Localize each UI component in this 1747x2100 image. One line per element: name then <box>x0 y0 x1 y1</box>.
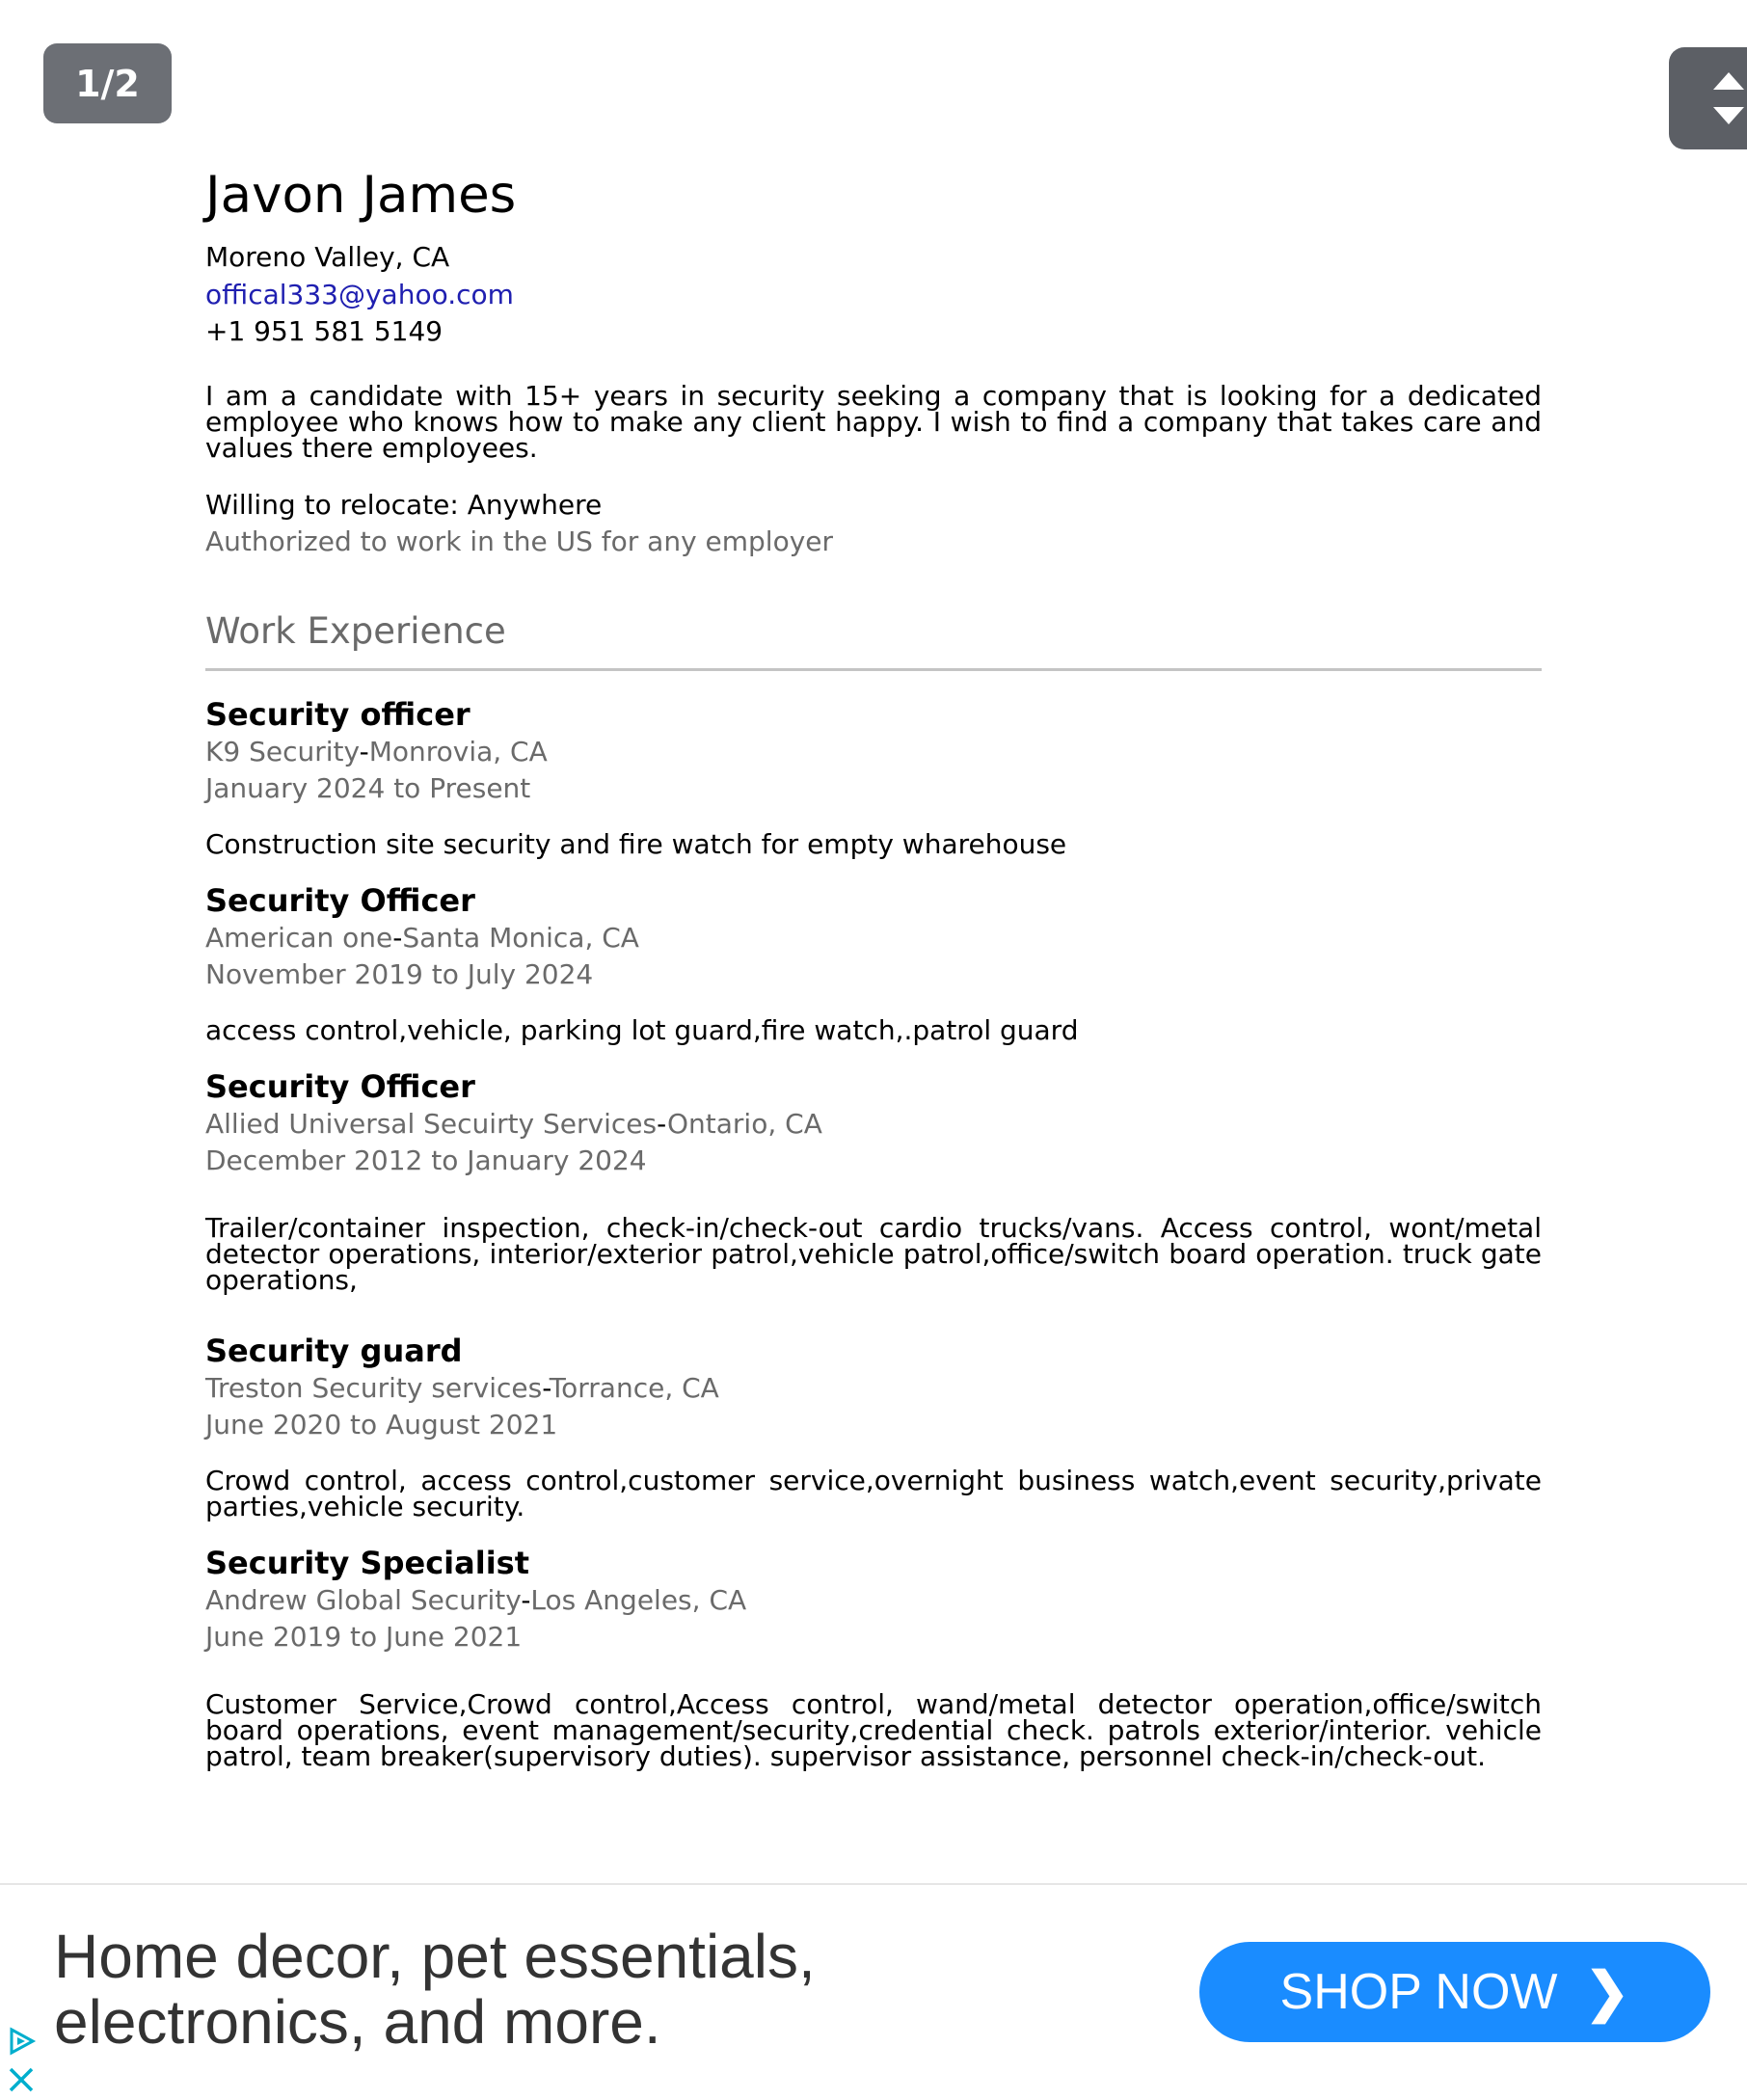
job-entry <box>205 1544 1542 1772</box>
job-entry <box>205 1332 1542 1520</box>
candidate-location: Moreno Valley, CA <box>205 241 450 273</box>
job-company-location <box>205 734 1542 771</box>
job-location: Ontario, CA <box>667 1107 822 1140</box>
job-description: Crowd control, access control,customer service,overnight business watch,event security,private parties,vehicle security. <box>205 1464 1542 1522</box>
relocation-preference: Willing to relocate: Anywhere <box>205 488 603 521</box>
job-location: Santa Monica, CA <box>402 921 639 954</box>
candidate-email-link[interactable]: offical333@yahoo.com <box>205 278 514 310</box>
job-description: access control,vehicle, parking lot guard,fire watch,.patrol guard <box>205 1013 1079 1046</box>
page-indicator: 1/2 <box>43 43 172 123</box>
company-location-separator: - <box>359 735 369 767</box>
job-dates: June 2019 to June 2021 <box>205 1621 523 1653</box>
job-entry <box>205 881 1542 1046</box>
chevron-right-icon: ❯ <box>1584 1961 1630 2022</box>
job-entry <box>205 1067 1542 1296</box>
job-company: American one <box>205 921 393 954</box>
job-description: Construction site security and fire watch for empty wharehouse <box>205 827 1067 860</box>
company-location-separator: - <box>392 921 403 954</box>
resume-document <box>205 164 1542 1772</box>
work-authorization: Authorized to work in the US for any employer <box>205 525 834 557</box>
job-company-location <box>205 920 1542 957</box>
job-dates: June 2020 to August 2021 <box>205 1409 558 1440</box>
job-entry <box>205 695 1542 860</box>
job-company: Andrew Global Security <box>205 1583 522 1616</box>
job-company: Treston Security services <box>205 1371 543 1404</box>
job-company: K9 Security <box>205 735 360 767</box>
ad-headline-line[interactable]: electronics, and more. <box>54 1987 661 2057</box>
ad-banner[interactable] <box>0 1883 1747 2100</box>
job-dates: December 2012 to January 2024 <box>205 1144 647 1176</box>
work-experience-heading: Work Experience <box>205 607 1542 671</box>
job-location: Torrance, CA <box>549 1371 719 1404</box>
job-title: Security Officer <box>205 881 475 919</box>
job-company-location <box>205 1106 1542 1144</box>
job-description: Customer Service,Crowd control,Access control, wand/metal detector operation,office/switch board operations, event management/security,credential check. patrols exterior/interior. vehicle patrol, team breaker(supervisory duties). supervisor assistance, personnel check-in/check-out. <box>205 1687 1542 1772</box>
company-location-separator: - <box>521 1583 531 1616</box>
job-dates: January 2024 to Present <box>205 772 531 804</box>
company-location-separator: - <box>657 1107 667 1140</box>
job-company-location <box>205 1370 1542 1408</box>
job-title: Security Officer <box>205 1067 475 1105</box>
job-title: Security guard <box>205 1332 463 1369</box>
up-arrow-icon[interactable] <box>1713 72 1744 90</box>
adchoices-icon[interactable] <box>6 2026 37 2057</box>
page-scroll-control[interactable] <box>1669 47 1747 149</box>
close-icon[interactable] <box>6 2064 37 2095</box>
job-title: Security Specialist <box>205 1544 530 1581</box>
shop-now-label: SHOP NOW <box>1279 1964 1558 2020</box>
job-company-location <box>205 1582 1542 1620</box>
candidate-name: Javon James <box>205 166 517 225</box>
job-dates: November 2019 to July 2024 <box>205 958 594 990</box>
shop-now-button[interactable] <box>1199 1942 1710 2042</box>
company-location-separator: - <box>542 1371 550 1404</box>
candidate-phone: +1 951 581 5149 <box>205 315 443 347</box>
job-location: Los Angeles, CA <box>530 1583 747 1616</box>
job-title: Security officer <box>205 695 470 733</box>
ad-headline[interactable] <box>54 1924 1115 2055</box>
ad-headline-line[interactable]: Home decor, pet essentials, <box>54 1922 816 1991</box>
down-arrow-icon[interactable] <box>1713 107 1744 124</box>
job-description: Trailer/container inspection, check-in/check-out cardio trucks/vans. Access control, wont/metal detector operations, interior/exterior patrol,vehicle patrol,office/switch board operation. truck gate operations, <box>205 1211 1542 1296</box>
job-company: Allied Universal Secuirty Services <box>205 1107 658 1140</box>
job-location: Monrovia, CA <box>368 735 548 767</box>
resume-summary: I am a candidate with 15+ years in security seeking a company that is looking for a dedicated employee who knows how to make any client happy. I wish to find a company that takes care and values there employees. <box>205 379 1542 464</box>
